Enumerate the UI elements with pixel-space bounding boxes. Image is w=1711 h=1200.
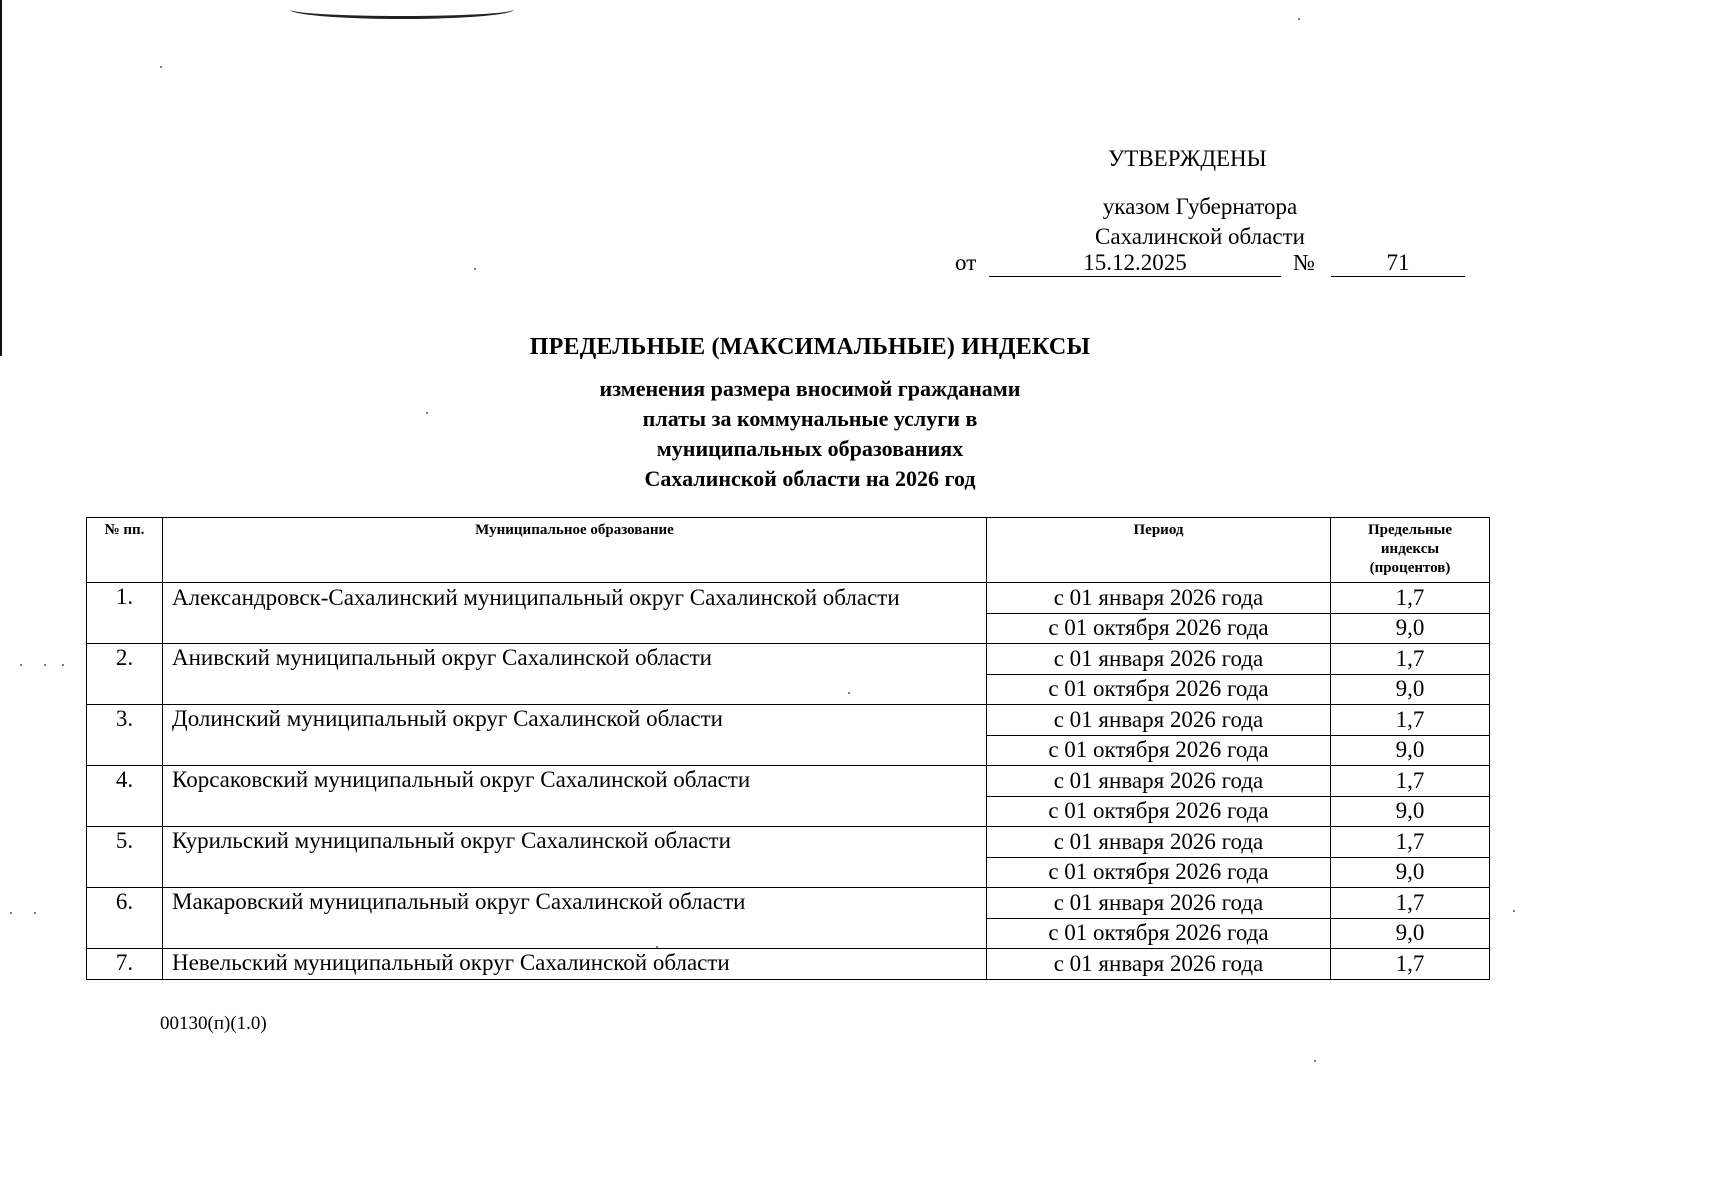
table-row	[87, 644, 1490, 675]
row-number: 7.	[87, 949, 163, 980]
decree-number: 71	[1331, 250, 1465, 277]
scan-speck	[44, 664, 46, 666]
header-index	[1331, 518, 1490, 583]
period-cell: с 01 октября 2026 года	[987, 613, 1331, 644]
municipality-name: Александровск-Сахалинский муниципальный округ Сахалинской области	[163, 583, 987, 644]
header-index-line: индексы	[1380, 541, 1440, 557]
index-value-cell: 9,0	[1331, 735, 1490, 766]
header-period: Период	[987, 518, 1331, 583]
scan-speck	[1513, 910, 1515, 912]
scan-artifact-arc	[290, 0, 514, 19]
table-header-row	[87, 518, 1490, 583]
date-prefix: от	[955, 250, 977, 275]
period-cell: с 01 января 2026 года	[987, 705, 1331, 736]
table-row	[87, 888, 1490, 919]
period-cell: с 01 октября 2026 года	[987, 857, 1331, 888]
row-number: 1.	[87, 583, 163, 644]
period-cell: с 01 января 2026 года	[987, 827, 1331, 858]
municipality-name: Долинский муниципальный округ Сахалинской области	[163, 705, 987, 766]
table-row	[87, 827, 1490, 858]
decree-line: Сахалинской области	[1095, 224, 1305, 249]
header-index-line: (процентов)	[1369, 560, 1451, 576]
decree-reference	[1070, 192, 1330, 252]
row-number: 4.	[87, 766, 163, 827]
scan-speck	[20, 664, 22, 666]
index-value-cell: 9,0	[1331, 918, 1490, 949]
subtitle-line: муниципальных образованиях	[656, 436, 964, 461]
document-title: ПРЕДЕЛЬНЫЕ (МАКСИМАЛЬНЫЕ) ИНДЕКСЫ	[529, 334, 1091, 360]
municipality-name: Невельский муниципальный округ Сахалинской области	[163, 949, 987, 980]
header-num: № пп.	[87, 518, 163, 583]
period-cell: с 01 января 2026 года	[987, 949, 1331, 980]
period-cell: с 01 октября 2026 года	[987, 735, 1331, 766]
scan-speck	[474, 268, 476, 270]
subtitle-line: Сахалинской области на 2026 год	[644, 466, 976, 491]
subtitle-line: платы за коммунальные услуги в	[642, 406, 978, 431]
row-number: 5.	[87, 827, 163, 888]
period-cell: с 01 января 2026 года	[987, 583, 1331, 614]
period-cell: с 01 января 2026 года	[987, 644, 1331, 675]
scan-speck	[1314, 1060, 1316, 1062]
scan-speck	[34, 912, 36, 914]
document-code: 00130(п)(1.0)	[160, 1013, 267, 1034]
municipality-name: Корсаковский муниципальный округ Сахалинской области	[163, 766, 987, 827]
period-cell: с 01 октября 2026 года	[987, 918, 1331, 949]
municipality-name: Курильский муниципальный округ Сахалинской области	[163, 827, 987, 888]
scan-edge-line	[0, 0, 2, 356]
table-row	[87, 583, 1490, 614]
index-value-cell: 9,0	[1331, 857, 1490, 888]
index-value-cell: 1,7	[1331, 583, 1490, 614]
number-sign: №	[1293, 250, 1315, 275]
municipality-name: Макаровский муниципальный округ Сахалинской области	[163, 888, 987, 949]
decree-line: указом Губернатора	[1102, 194, 1298, 219]
decree-date: 15.12.2025	[989, 250, 1281, 277]
table-row	[87, 949, 1490, 980]
index-value-cell: 9,0	[1331, 796, 1490, 827]
index-value-cell: 1,7	[1331, 644, 1490, 675]
header-municipality: Муниципальное образование	[163, 518, 987, 583]
index-value-cell: 1,7	[1331, 827, 1490, 858]
row-number: 6.	[87, 888, 163, 949]
scan-speck	[1298, 18, 1300, 20]
period-cell: с 01 января 2026 года	[987, 766, 1331, 797]
index-value-cell: 1,7	[1331, 949, 1490, 980]
table-row	[87, 766, 1490, 797]
indices-table	[86, 517, 1490, 980]
header-index-line: Предельные	[1367, 522, 1453, 538]
index-value-cell: 9,0	[1331, 674, 1490, 705]
index-value-cell: 1,7	[1331, 705, 1490, 736]
approved-label: УТВЕРЖДЕНЫ	[1108, 146, 1267, 171]
municipality-name: Анивский муниципальный округ Сахалинской области	[163, 644, 987, 705]
scan-speck	[10, 912, 12, 914]
subtitle-line: изменения размера вносимой гражданами	[599, 376, 1021, 401]
table-row	[87, 705, 1490, 736]
index-value-cell: 9,0	[1331, 613, 1490, 644]
row-number: 3.	[87, 705, 163, 766]
index-value-cell: 1,7	[1331, 766, 1490, 797]
scan-speck	[160, 66, 162, 68]
row-number: 2.	[87, 644, 163, 705]
document-subtitle	[0, 374, 1620, 494]
period-cell: с 01 октября 2026 года	[987, 796, 1331, 827]
scan-speck	[62, 664, 64, 666]
index-value-cell: 1,7	[1331, 888, 1490, 919]
period-cell: с 01 января 2026 года	[987, 888, 1331, 919]
period-cell: с 01 октября 2026 года	[987, 674, 1331, 705]
